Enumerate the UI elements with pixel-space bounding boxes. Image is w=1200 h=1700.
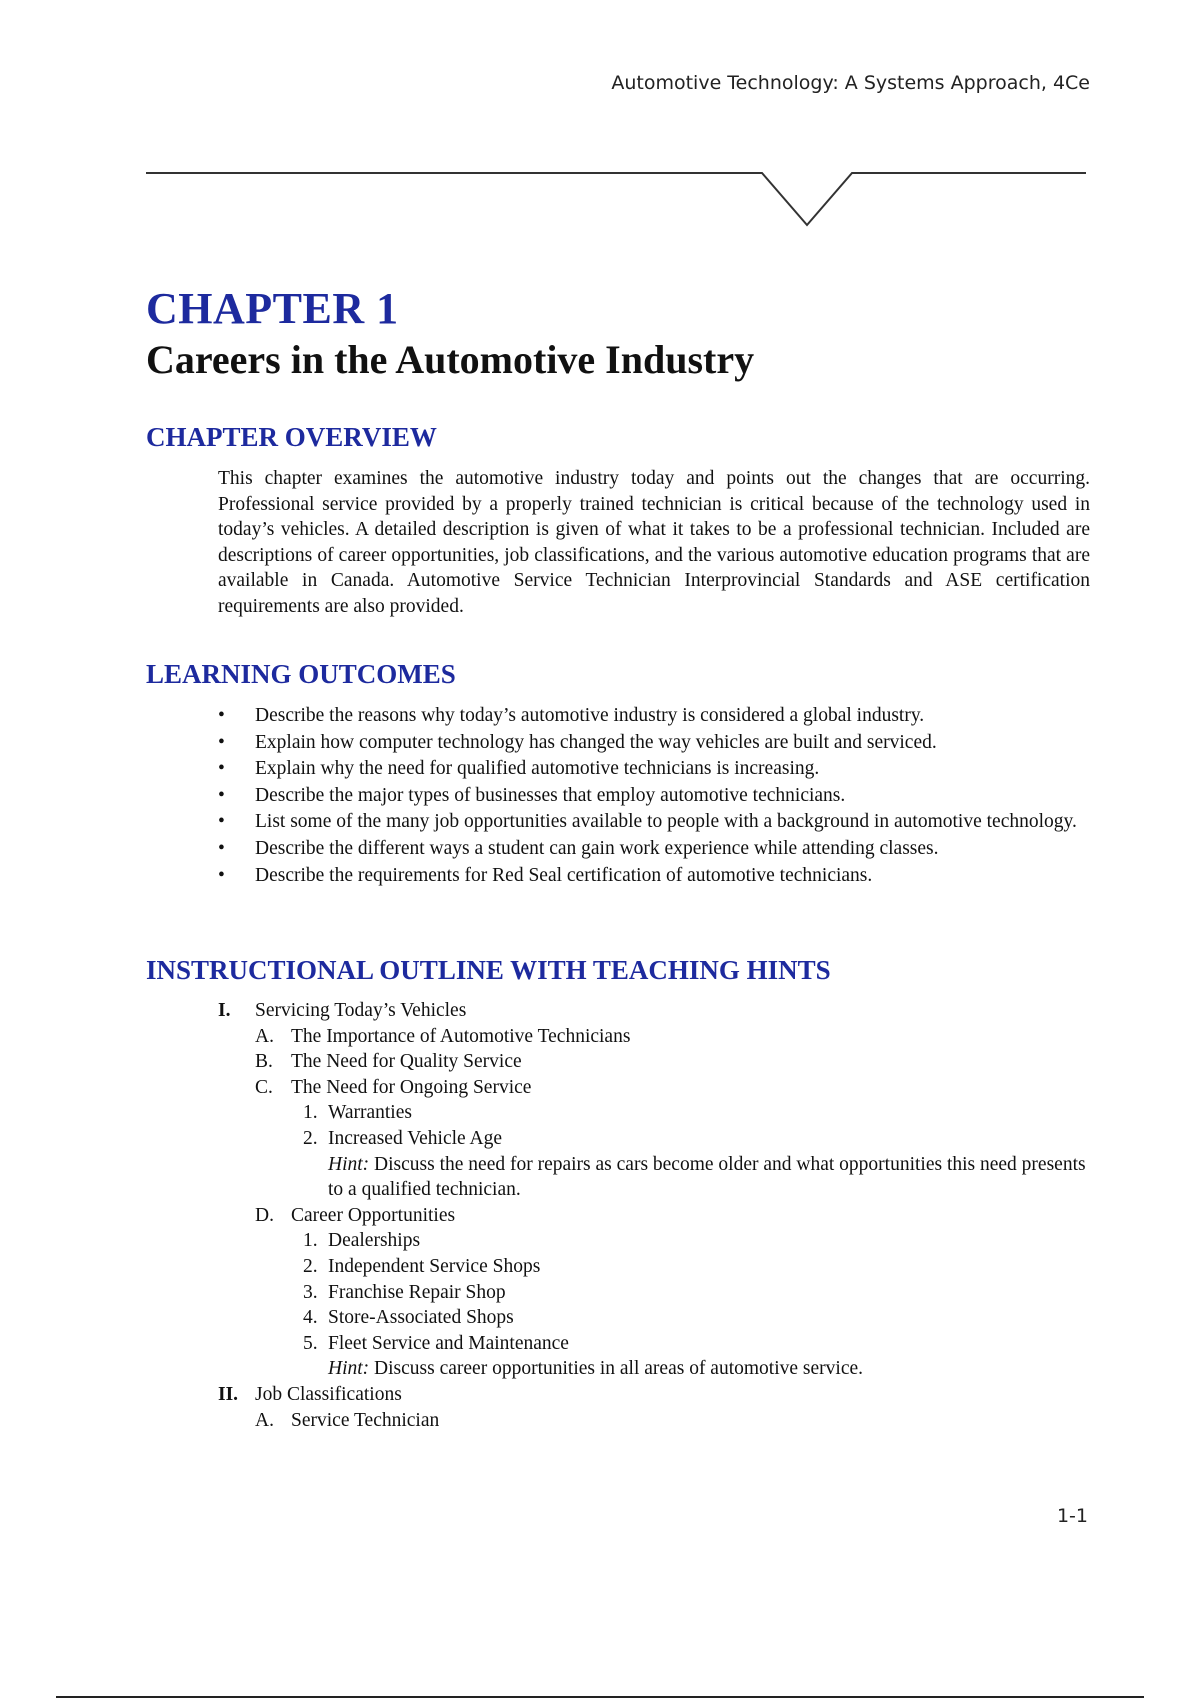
outline-text: The Need for Ongoing Service [291,1076,532,1098]
outcome-item [218,863,1090,890]
outline-item [218,1024,1098,1050]
outcome-item [218,756,1090,783]
outline-item [218,1254,1098,1280]
hint-label: Hint: [328,1153,370,1175]
chapter-title: Careers in the Automotive Industry [146,337,755,382]
outcome-item [218,703,1090,730]
outline-text: Servicing Today’s Vehicles [255,1000,467,1021]
instructional-outline [218,998,1098,1433]
outline-marker: 5. [303,1332,318,1354]
outline-text: The Importance of Automotive Technicians [291,1025,631,1047]
outline-marker: 2. [303,1127,318,1149]
overview-heading: CHAPTER OVERVIEW [146,422,437,452]
outline-text: Warranties [328,1102,412,1124]
outline-marker: B. [255,1051,273,1073]
hint-text: Discuss the need for repairs as cars become older and what opportunities this need presents to a qualified technician. [328,1153,1086,1201]
outline-item [218,1382,1098,1408]
outline-marker: 4. [303,1307,318,1329]
outline-item [218,1408,1098,1434]
teaching-hint [218,1152,1098,1203]
outcomes-list [218,703,1090,889]
outline-text: Career Opportunities [291,1204,456,1226]
outline-item [218,1305,1098,1331]
overview-text: This chapter examines the automotive industry today and points out the changes that are occurring. Professional service provided by a properly trained technician is critical because of the technology used in today’s vehicles. A detailed description is given of what it takes to be a professional technician. Included are descriptions of career opportunities, job classifications, and the various automotive education programs that are available in Canada. Automotive Service Technician Interprovincial Standards and ASE certification requirements are also provided. [218,468,1090,617]
outcome-text: Explain why the need for qualified automotive technicians is increasing. [255,758,820,780]
outline-item [218,1331,1098,1357]
outline-marker: 2. [303,1255,318,1277]
outline-text: Store-Associated Shops [328,1307,514,1329]
outline-item [218,1228,1098,1254]
bullet-icon: • [218,811,225,833]
outline-item [218,1075,1098,1101]
outcome-text: Explain how computer technology has changed the way vehicles are built and serviced. [255,731,937,753]
outcome-text: Describe the different ways a student can gain work experience while attending classes. [255,837,939,859]
outline-marker: I. [218,1000,231,1021]
hint-text: Discuss career opportunities in all areas of automotive service. [369,1358,864,1380]
bullet-icon: • [218,705,225,726]
outline-text: Service Technician [291,1409,440,1431]
outcome-item [218,783,1090,810]
outline-item [218,1049,1098,1075]
outline-text: Increased Vehicle Age [328,1127,502,1149]
outline-text: The Need for Quality Service [291,1051,522,1073]
outline-marker: D. [255,1204,274,1226]
outline-heading: INSTRUCTIONAL OUTLINE WITH TEACHING HINTS [146,955,831,985]
outline-text: Fleet Service and Maintenance [328,1332,569,1354]
outline-marker: A. [255,1025,274,1047]
outline-marker: A. [255,1409,274,1431]
running-header: Automotive Technology: A Systems Approach, 4Ce [611,72,1090,94]
outline-marker: C. [255,1076,273,1098]
outcome-item [218,730,1090,757]
outline-marker: II. [218,1383,239,1405]
teaching-hint [218,1356,1098,1382]
header-chevron-rule [146,160,1086,232]
footer-rule [56,1696,1144,1698]
bullet-icon: • [218,864,225,886]
outline-text: Dealerships [328,1230,421,1252]
outline-item [218,1100,1098,1126]
outcome-text: List some of the many job opportunities available to people with a background in automotive technology. [255,811,1077,833]
hint-label: Hint: [328,1358,370,1380]
outline-text: Job Classifications [255,1383,402,1405]
outcome-item [218,809,1090,836]
outline-item [218,1126,1098,1152]
outline-item [218,998,1098,1024]
outline-item [218,1280,1098,1306]
page-number: 1-1 [1056,1505,1088,1527]
outline-marker: 1. [303,1230,318,1252]
outcome-text: Describe the requirements for Red Seal certification of automotive technicians. [255,864,873,886]
outline-item [218,1203,1098,1229]
bullet-icon: • [218,731,225,753]
outline-marker: 1. [303,1102,318,1124]
outline-marker: 3. [303,1281,318,1303]
outline-text: Independent Service Shops [328,1255,541,1277]
bullet-icon: • [218,837,225,859]
outcomes-heading: LEARNING OUTCOMES [146,659,456,689]
outline-text: Franchise Repair Shop [328,1281,506,1303]
chapter-label: CHAPTER 1 [146,284,399,333]
bullet-icon: • [218,784,225,806]
outcome-text: Describe the reasons why today’s automotive industry is considered a global industry. [255,705,925,726]
bullet-icon: • [218,758,225,780]
outcome-item [218,836,1090,863]
outcome-text: Describe the major types of businesses that employ automotive technicians. [255,784,846,806]
